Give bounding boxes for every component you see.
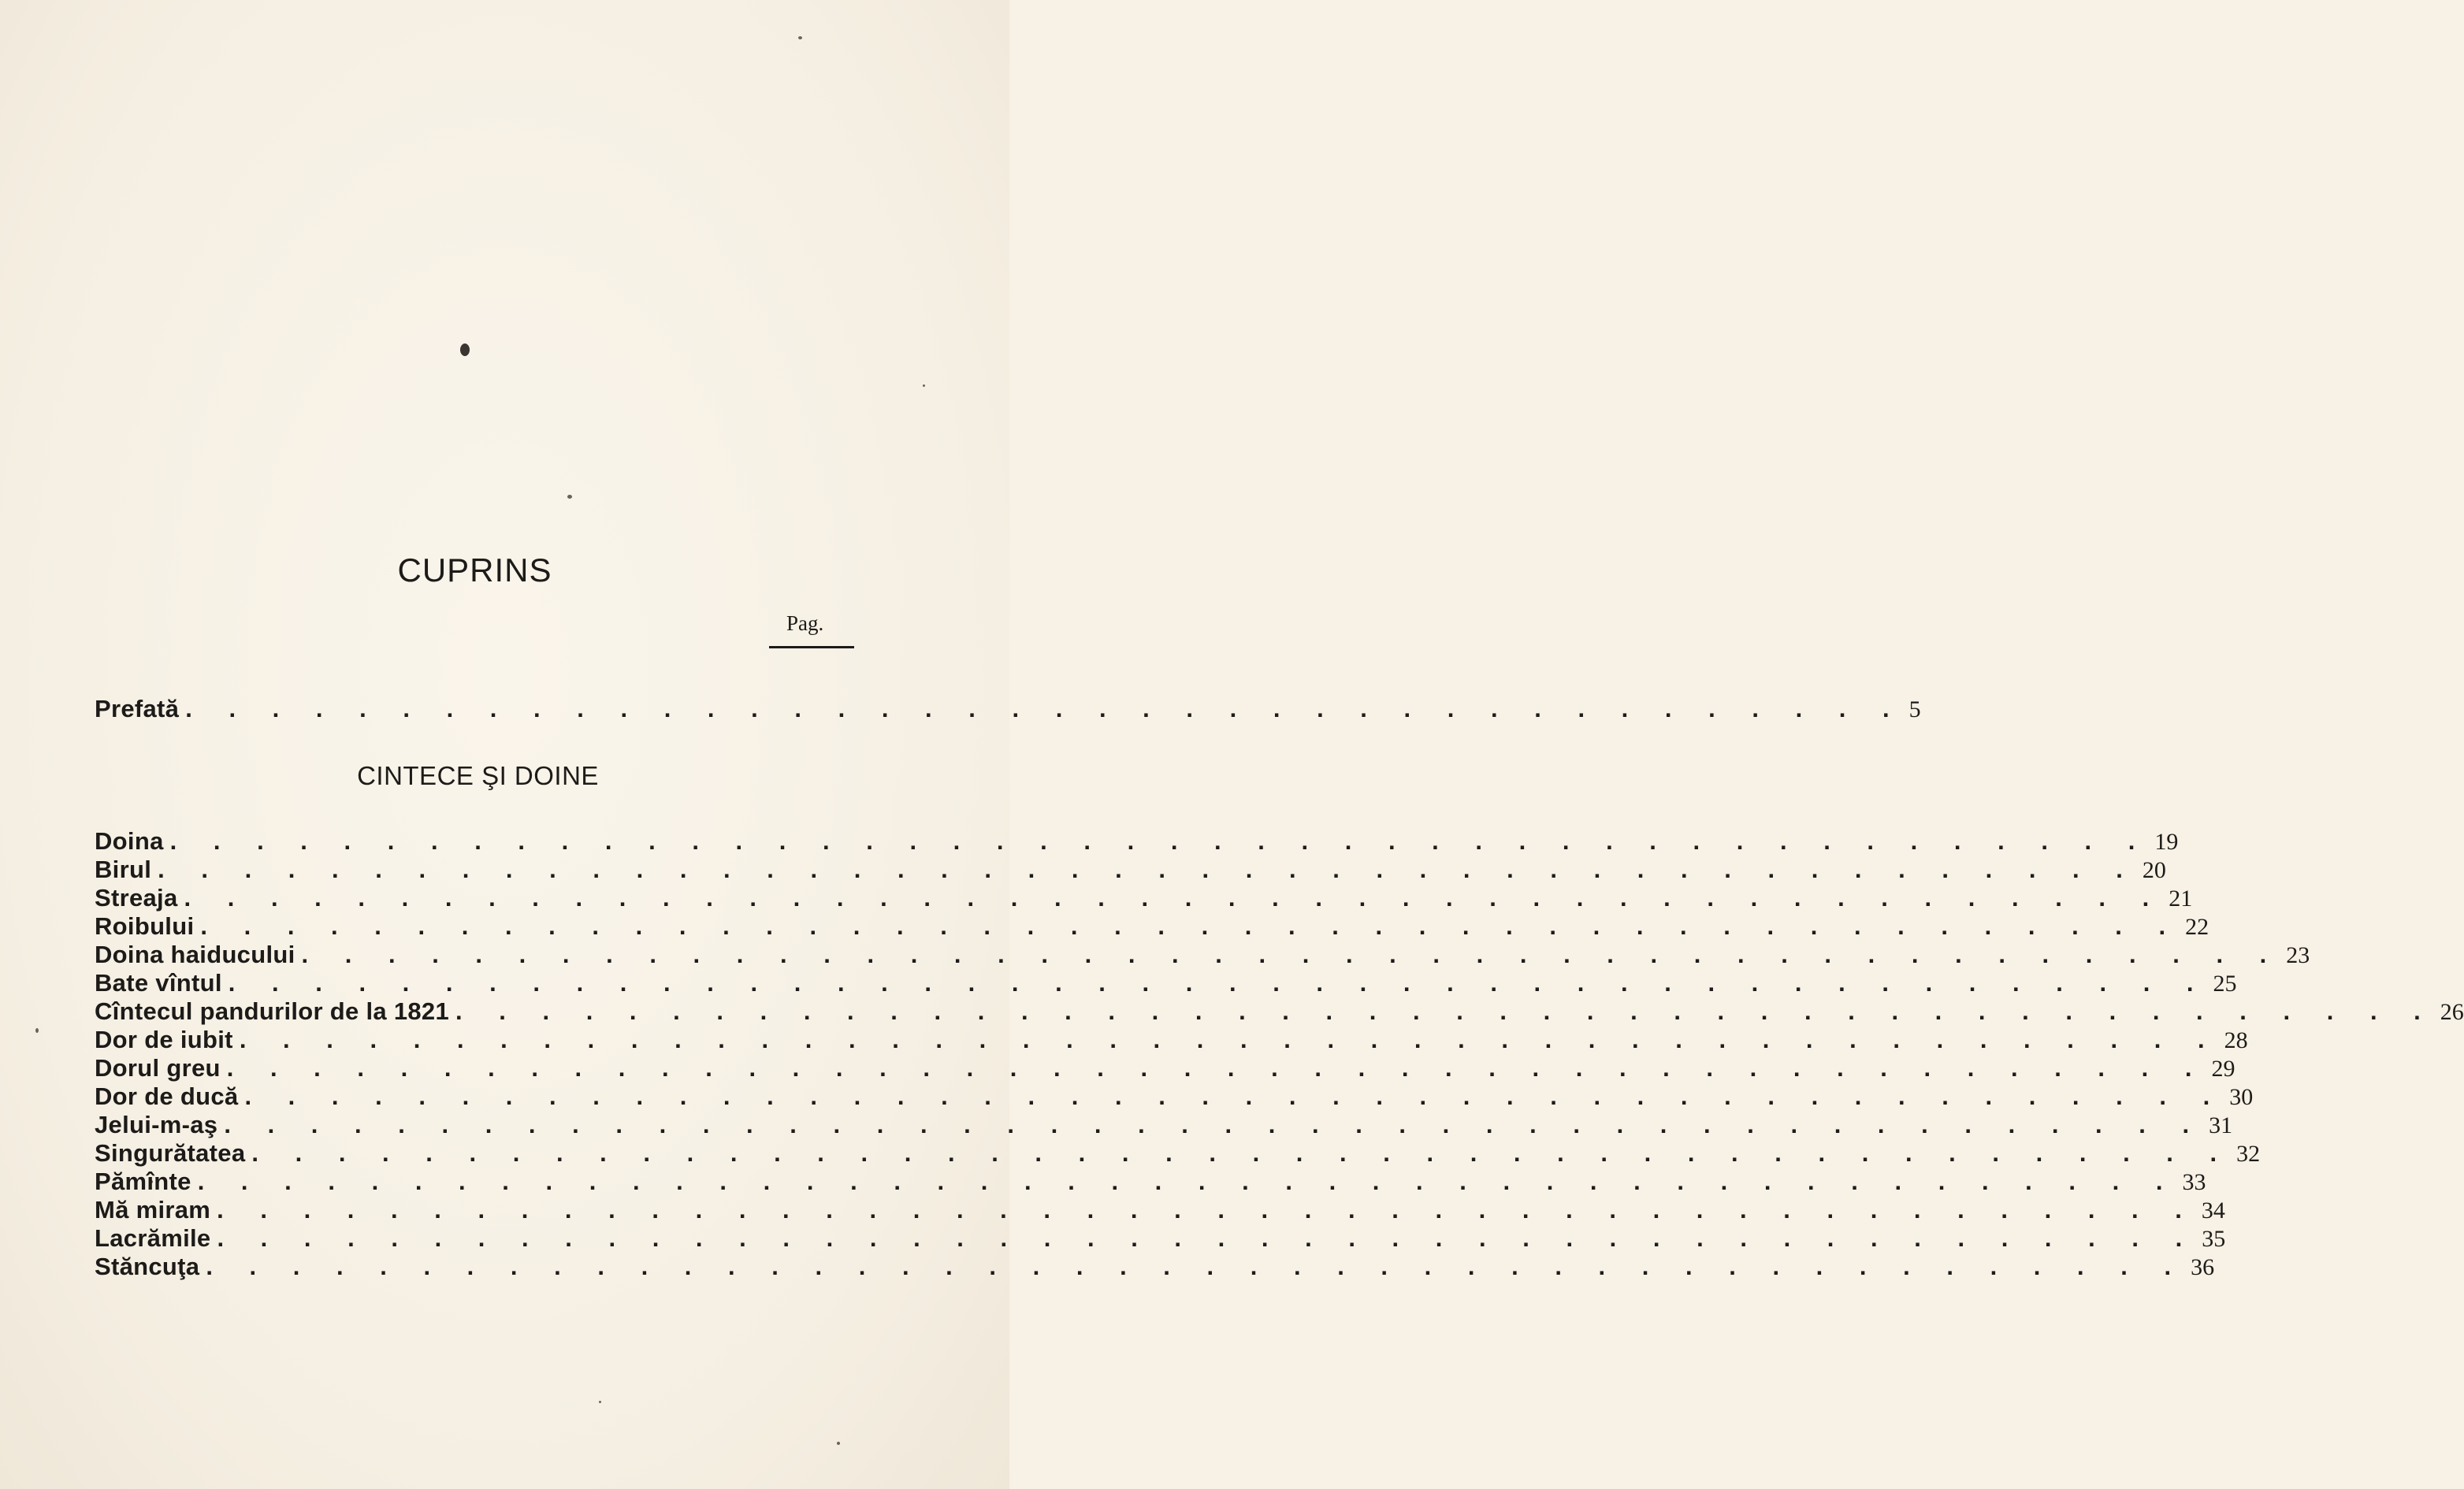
toc-entry-page: 28	[2224, 1027, 2248, 1053]
dot-leader: . . . . . . . . . . . . . . . . . . . . . . . . . . . . . . . . . . . . . . . . . . . . . .	[228, 969, 2209, 997]
toc-entry[interactable]	[95, 969, 2237, 997]
toc-entry-label: Bate vîntul	[95, 969, 222, 997]
dot-leader: . . . . . . . . . . . . . . . . . . . . . . . . . . . . . . . . . . . . . . . . . . . . . .	[169, 827, 2150, 855]
toc-entry-label: Dorul greu	[95, 1054, 221, 1082]
dot-leader: . . . . . . . . . . . . . . . . . . . . . . . . . . . . . . . . . . . . . . . . . . . . . .	[226, 1054, 2207, 1082]
toc-entry[interactable]	[95, 1168, 2206, 1196]
page-title: CUPRINS	[397, 551, 552, 589]
dot-leader: . . . . . . . . . . . . . . . . . . . . . . . . . . . . . . . . . . . . . . . . . . . . . .	[200, 912, 2181, 940]
toc-entry[interactable]	[95, 1253, 2215, 1281]
toc-entry-page: 26	[2440, 999, 2464, 1025]
toc-entry-label: Singurătatea	[95, 1139, 246, 1167]
paper-speck	[837, 1442, 840, 1445]
toc-entry[interactable]	[95, 856, 2166, 884]
toc-entry-preface[interactable]	[95, 695, 1921, 723]
toc-entry[interactable]	[95, 997, 2464, 1026]
toc-entry-label: Birul	[95, 856, 152, 883]
toc-entry-page: 36	[2191, 1254, 2215, 1280]
toc-entry-label: Mă miram	[95, 1196, 211, 1224]
dot-leader: . . . . . . . . . . . . . . . . . . . . . . . . . . . . . . . . . . . . . . . . . . . . . .	[301, 941, 2282, 968]
dot-leader: . . . . . . . . . . . . . . . . . . . . . . . . . . . . . . . . . . . . . . . .	[185, 695, 1905, 722]
toc-entry-page: 34	[2201, 1198, 2225, 1224]
toc-entry-label: Doina haiducului	[95, 941, 295, 968]
dot-leader: . . . . . . . . . . . . . . . . . . . . . . . . . . . . . . . . . . . . . . . . . . . . . .	[239, 1026, 2220, 1053]
dot-leader: . . . . . . . . . . . . . . . . . . . . . . . . . . . . . . . . . . . . . . . . . . . . . .	[206, 1253, 2187, 1280]
toc-entry-label: Doina	[95, 827, 164, 855]
toc-entry-page: 20	[2142, 857, 2166, 883]
dot-leader: . . . . . . . . . . . . . . . . . . . . . . . . . . . . . . . . . . . . . . . . . . . . . .	[251, 1139, 2232, 1167]
paper-speck	[798, 36, 802, 39]
toc-entry-page: 32	[2236, 1141, 2261, 1167]
ornament-dot	[460, 343, 470, 356]
toc-entry[interactable]	[95, 827, 2179, 856]
toc-entry-label: Pămînte	[95, 1168, 191, 1195]
toc-entry[interactable]	[95, 1111, 2233, 1139]
toc-entry-label: Prefată	[95, 695, 180, 722]
toc-entry[interactable]	[95, 941, 2310, 969]
toc-entry[interactable]	[95, 884, 2193, 912]
toc-entry-page: 19	[2154, 829, 2179, 855]
dot-leader: . . . . . . . . . . . . . . . . . . . . . . . . . . . . . . . . . . . . . . . . . . . . . .	[224, 1111, 2205, 1138]
toc-entry-label: Dor de iubit	[95, 1026, 233, 1053]
toc-entry-label: Stăncuţa	[95, 1253, 200, 1280]
toc-entry-label: Streaja	[95, 884, 178, 912]
toc-entry[interactable]	[95, 1082, 2254, 1111]
dot-leader: . . . . . . . . . . . . . . . . . . . . . . . . . . . . . . . . . . . . . . . . . . . . . .	[217, 1196, 2197, 1224]
toc-entry-label: Jelui-m-aş	[95, 1111, 218, 1138]
toc-entry-page: 30	[2229, 1084, 2254, 1110]
toc-entry-label: Cîntecul pandurilor de la 1821	[95, 997, 450, 1025]
dot-leader: . . . . . . . . . . . . . . . . . . . . . . . . . . . . . . . . . . . . . . . . . . . . . .	[455, 997, 2436, 1025]
toc-entry-page: 31	[2209, 1112, 2233, 1138]
toc-entry-page: 35	[2202, 1226, 2226, 1252]
toc-entry-page: 21	[2169, 886, 2193, 912]
toc-entry-page: 33	[2182, 1169, 2206, 1195]
toc-entry[interactable]	[95, 1224, 2226, 1253]
toc-entry-page: 25	[2213, 971, 2237, 997]
dot-leader: . . . . . . . . . . . . . . . . . . . . . . . . . . . . . . . . . . . . . . . . . . . . . .	[217, 1224, 2198, 1252]
dot-leader: . . . . . . . . . . . . . . . . . . . . . . . . . . . . . . . . . . . . . . . . . . . . . .	[197, 1168, 2178, 1195]
paper-speck	[923, 384, 925, 387]
paper-speck	[35, 1028, 39, 1033]
toc-entry-page: 29	[2211, 1056, 2235, 1082]
section-title: CINTECE ŞI DOINE	[357, 761, 599, 790]
toc-entry-page: 23	[2286, 942, 2310, 968]
toc-entry-label: Roibului	[95, 912, 195, 940]
toc-entry-label: Dor de ducă	[95, 1082, 239, 1110]
toc-entry-label: Lacrămile	[95, 1224, 211, 1252]
dot-leader: . . . . . . . . . . . . . . . . . . . . . . . . . . . . . . . . . . . . . . . . . . . . . .	[158, 856, 2138, 883]
toc-entry-page: 22	[2185, 914, 2209, 940]
toc-entry[interactable]	[95, 1196, 2225, 1224]
toc-entry[interactable]	[95, 1026, 2248, 1054]
toc-entry[interactable]	[95, 1054, 2235, 1082]
page-column-label: Pag.	[786, 611, 824, 635]
dot-leader: . . . . . . . . . . . . . . . . . . . . . . . . . . . . . . . . . . . . . . . . . . . . . .	[244, 1082, 2225, 1110]
toc-entry[interactable]	[95, 1139, 2261, 1168]
dot-leader: . . . . . . . . . . . . . . . . . . . . . . . . . . . . . . . . . . . . . . . . . . . . . .	[184, 884, 2165, 912]
paper-speck	[599, 1401, 601, 1403]
toc-entry[interactable]	[95, 912, 2209, 941]
paper-speck	[567, 495, 572, 499]
page-column-rule	[769, 646, 854, 648]
toc-entry-page: 5	[1908, 696, 1921, 722]
